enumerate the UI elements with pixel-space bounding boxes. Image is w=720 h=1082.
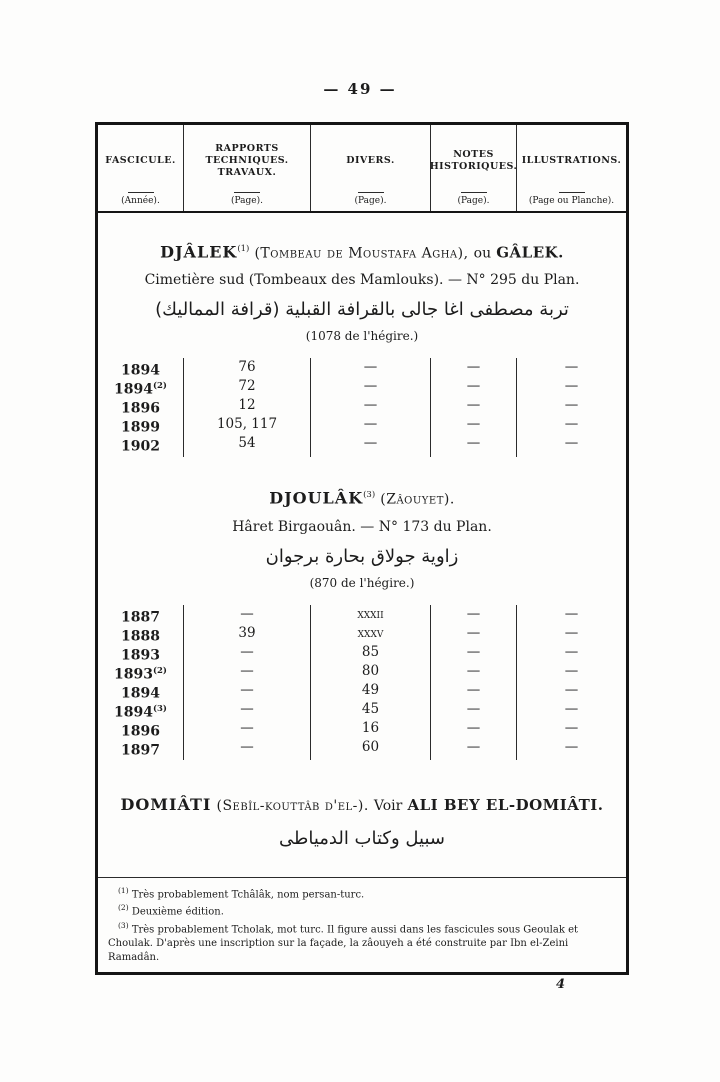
catalog-table xyxy=(95,122,629,975)
notes-cell: — xyxy=(430,662,516,685)
section-subheading: Hâret Birgaouân. — N° 173 du Plan. xyxy=(232,518,492,535)
arabic-title: تربة مصطفى اغا جالى بالقرافة القبلية (قرافة المماليك) xyxy=(155,299,569,321)
header-line: TECHNIQUES. xyxy=(205,155,289,166)
rapports-cell: — xyxy=(183,719,310,742)
table-row xyxy=(98,377,626,396)
header-title xyxy=(205,132,288,190)
monument-name: DJÂLEK xyxy=(160,242,238,262)
illustrations-cell: — xyxy=(516,738,626,761)
data-rows xyxy=(98,605,626,757)
header-rule xyxy=(358,192,384,193)
divers-cell: — xyxy=(310,396,430,419)
year: 1899 xyxy=(121,419,160,436)
section-heading xyxy=(98,485,626,509)
divers-cell: — xyxy=(310,434,430,457)
footnote-text: Très probablement Tchâlâk, nom persan-turc. xyxy=(131,888,365,900)
header-line: RAPPORTS xyxy=(215,143,279,154)
header-cell-rapports xyxy=(183,125,310,211)
illustrations-cell: — xyxy=(516,605,626,628)
footnote-ref: (3) xyxy=(153,703,167,714)
footnote xyxy=(108,884,614,902)
divers-cell: xxxii xyxy=(310,605,430,628)
rapports-cell: 105, 117 xyxy=(183,415,310,438)
divers-cell: 49 xyxy=(310,681,430,704)
data-rows xyxy=(98,358,626,453)
rapports-cell: — xyxy=(183,643,310,666)
divers-cell: 16 xyxy=(310,719,430,742)
header-title xyxy=(105,132,176,190)
table-row xyxy=(98,681,626,700)
illustrations-cell: — xyxy=(516,643,626,666)
header-line: TRAVAUX. xyxy=(217,167,277,178)
header-cell-divers xyxy=(310,125,430,211)
illustrations-cell: — xyxy=(516,700,626,723)
rapports-cell: — xyxy=(183,738,310,761)
divers-cell: — xyxy=(310,358,430,381)
notes-cell: — xyxy=(430,396,516,419)
monument-name: DOMIÂTI xyxy=(120,794,212,814)
monument-name: DJOULÂK xyxy=(269,488,364,508)
header-title xyxy=(430,132,518,190)
header-line: HISTORIQUES. xyxy=(429,161,518,172)
arabic-title: سبيل وكتاب الدمياطى xyxy=(279,827,445,849)
divers-cell: 80 xyxy=(310,662,430,685)
year: 1902 xyxy=(121,438,160,455)
entry-section-djalek xyxy=(98,213,626,453)
notes-cell: — xyxy=(430,681,516,704)
header-cell-fascicule xyxy=(98,125,183,211)
illustrations-cell: — xyxy=(516,662,626,685)
year: 1894 xyxy=(114,381,153,398)
rapports-cell: — xyxy=(183,700,310,723)
table-row xyxy=(98,662,626,681)
header-cell-notes xyxy=(430,125,516,211)
entry-section-domiati xyxy=(98,757,626,852)
illustrations-cell: — xyxy=(516,396,626,419)
header-cell-illustrations xyxy=(516,125,626,211)
connector-word: ou xyxy=(473,245,492,262)
table-row xyxy=(98,434,626,453)
table-row xyxy=(98,358,626,377)
year: 1888 xyxy=(121,628,160,645)
hegira-date: (1078 de l'hégire.) xyxy=(305,329,419,344)
footnote-mark: (3) xyxy=(118,921,129,931)
arabic-title: زاوية جولاق بحارة برجوان xyxy=(265,545,459,567)
notes-cell: — xyxy=(430,719,516,742)
footnotes-block xyxy=(98,877,626,972)
rapports-cell: 76 xyxy=(183,358,310,381)
table-row xyxy=(98,605,626,624)
table-header-row xyxy=(98,125,626,213)
table-row xyxy=(98,719,626,738)
header-sublabel: (Année). xyxy=(121,196,160,206)
rapports-cell: — xyxy=(183,605,310,628)
header-rule xyxy=(461,192,487,193)
header-sublabel: (Page). xyxy=(457,196,490,206)
notes-cell: — xyxy=(430,434,516,457)
divers-cell: — xyxy=(310,415,430,438)
connector-word: Voir xyxy=(373,797,403,814)
year: 1887 xyxy=(121,609,160,626)
signature-mark: 4 xyxy=(556,977,566,992)
header-rule xyxy=(559,192,585,193)
header-sublabel: (Page). xyxy=(354,196,387,206)
illustrations-cell: — xyxy=(516,719,626,742)
header-rule xyxy=(128,192,154,193)
year: 1896 xyxy=(121,723,160,740)
notes-cell: — xyxy=(430,700,516,723)
divers-cell: xxxv xyxy=(310,624,430,647)
year: 1894 xyxy=(121,362,160,379)
footnote xyxy=(108,901,614,919)
cross-reference-name: ALI BEY EL-DOMIÂTI. xyxy=(407,795,604,814)
rapports-cell: — xyxy=(183,681,310,704)
footnote-text: Deuxième édition. xyxy=(131,906,224,918)
section-heading xyxy=(98,239,626,263)
footnote-mark: (2) xyxy=(118,903,129,913)
footnote-text: Très probablement Tcholak, mot turc. Il figure aussi dans les fascicules sous Geoulak et Choulak. D'après une inscription sur la façade, la zâouyeh a été construite par Ibn el-Zeini Ramadân. xyxy=(108,924,579,963)
header-sublabel: (Page). xyxy=(231,196,263,206)
divers-cell: 60 xyxy=(310,738,430,761)
notes-cell: — xyxy=(430,624,516,647)
footnote-ref: (3) xyxy=(363,490,376,501)
table-row xyxy=(98,415,626,434)
year: 1896 xyxy=(121,400,160,417)
entry-section-djoulak xyxy=(98,453,626,759)
header-title xyxy=(522,132,622,190)
year: 1897 xyxy=(121,742,160,759)
footnote-mark: (1) xyxy=(118,885,129,895)
notes-cell: — xyxy=(430,643,516,666)
illustrations-cell: — xyxy=(516,415,626,438)
illustrations-cell: — xyxy=(516,681,626,704)
year: 1894 xyxy=(121,685,160,702)
rapports-cell: 54 xyxy=(183,434,310,457)
notes-cell: — xyxy=(430,738,516,761)
header-line: ILLUSTRATIONS. xyxy=(521,155,622,166)
year: 1893 xyxy=(114,666,153,683)
illustrations-cell: — xyxy=(516,358,626,381)
notes-cell: — xyxy=(430,358,516,381)
header-rule xyxy=(234,192,260,193)
monument-descriptor: (Zâouyet). xyxy=(380,491,455,508)
year: 1893 xyxy=(121,647,160,664)
notes-cell: — xyxy=(430,415,516,438)
monument-descriptor: (Tombeau de Moustafa Agha), xyxy=(254,245,469,262)
alternate-name: GÂLEK. xyxy=(496,243,564,262)
divers-cell: 85 xyxy=(310,643,430,666)
header-line: NOTES xyxy=(453,149,494,160)
footnote xyxy=(108,919,614,964)
year: 1894 xyxy=(114,704,153,721)
section-heading xyxy=(98,795,626,816)
table-row xyxy=(98,643,626,662)
footnote-ref: (2) xyxy=(153,665,167,676)
header-title xyxy=(346,132,395,190)
header-line: DIVERS. xyxy=(346,155,395,166)
rapports-cell: — xyxy=(183,662,310,685)
rapports-cell: 72 xyxy=(183,377,310,400)
notes-cell: — xyxy=(430,377,516,400)
rapports-cell: 39 xyxy=(183,624,310,647)
monument-descriptor: (Sebîl-kouttâb d'el-). xyxy=(216,797,369,814)
table-row xyxy=(98,624,626,643)
table-row xyxy=(98,396,626,415)
header-sublabel: (Page ou Planche). xyxy=(528,196,615,206)
section-subheading: Cimetière sud (Tombeaux des Mamlouks). — N° 295 du Plan. xyxy=(144,272,580,289)
footnote-ref: (2) xyxy=(153,381,167,392)
illustrations-cell: — xyxy=(516,377,626,400)
notes-cell: — xyxy=(430,605,516,628)
page-number: — 49 — xyxy=(323,80,397,98)
rapports-cell: 12 xyxy=(183,396,310,419)
divers-cell: 45 xyxy=(310,700,430,723)
hegira-date: (870 de l'hégire.) xyxy=(309,575,415,590)
header-line: FASCICULE. xyxy=(105,155,176,166)
illustrations-cell: — xyxy=(516,434,626,457)
footnote-ref: (1) xyxy=(237,244,250,254)
table-row xyxy=(98,738,626,757)
divers-cell: — xyxy=(310,377,430,400)
illustrations-cell: — xyxy=(516,624,626,647)
table-row xyxy=(98,700,626,719)
